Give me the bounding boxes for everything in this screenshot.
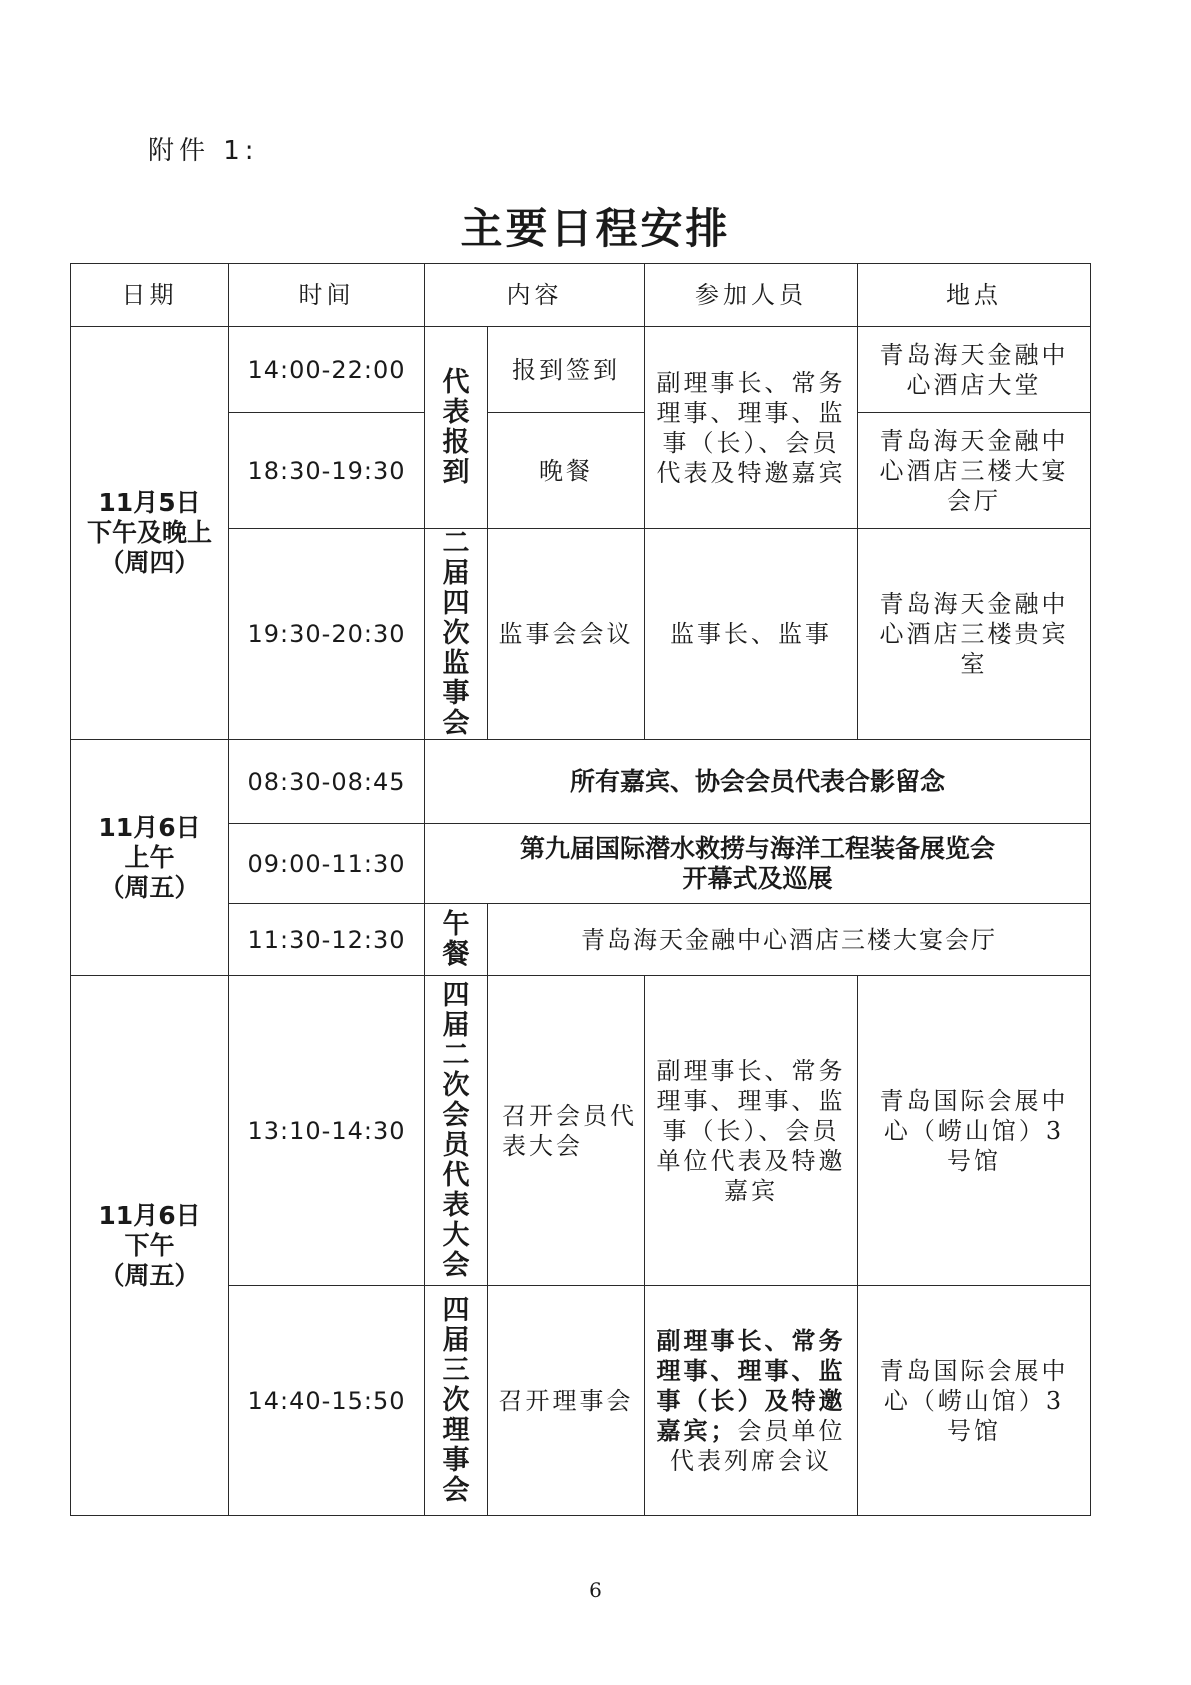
time-cell: 13:10-14:30: [229, 976, 425, 1286]
time-cell: 11:30-12:30: [229, 904, 425, 976]
header-participants: 参加人员: [645, 264, 858, 327]
event-cell: 第九届国际潜水救捞与海洋工程装备展览会 开幕式及巡展: [425, 824, 1091, 904]
content-cell: 召开会员代表大会: [488, 976, 645, 1286]
header-content: 内容: [425, 264, 645, 327]
time-cell: 19:30-20:30: [229, 529, 425, 740]
attachment-label: 附件 1:: [148, 136, 259, 166]
time-cell: 14:00-22:00: [229, 327, 425, 413]
location-cell: 青岛海天金融中心酒店大堂: [858, 327, 1091, 413]
date-cell-nov5: 11月5日 下午及晚上 （周四）: [71, 327, 229, 740]
participants-cell: 副理事长、常务理事、理事、监事（长）、会员单位代表及特邀嘉宾: [645, 976, 858, 1286]
group-cell-supervisory: 二届四次监事会: [425, 529, 488, 740]
table-row: [71, 327, 1091, 413]
time-cell: 09:00-11:30: [229, 824, 425, 904]
group-cell-council: 四届三次理事会: [425, 1286, 488, 1516]
time-cell: 08:30-08:45: [229, 740, 425, 824]
location-cell: 青岛海天金融中心酒店三楼大宴会厅: [858, 413, 1091, 529]
location-cell: 青岛国际会展中心（崂山馆）3号馆: [858, 976, 1091, 1286]
page-title: 主要日程安排: [460, 204, 731, 253]
participants-bold: 副理事长、常务理事、理事、监事（长）及特邀嘉宾；: [656, 1326, 846, 1445]
participants-cell: 监事长、监事: [645, 529, 858, 740]
header-row: [71, 264, 1091, 327]
group-cell-registration: 代表报到: [425, 327, 488, 529]
participants-cell: [645, 1286, 858, 1516]
header-date: 日期: [71, 264, 229, 327]
location-cell: 青岛国际会展中心（崂山馆）3号馆: [858, 1286, 1091, 1516]
location-cell: 青岛海天金融中心酒店三楼贵宾室: [858, 529, 1091, 740]
event-cell: 所有嘉宾、协会会员代表合影留念: [425, 740, 1091, 824]
content-cell: 晚餐: [488, 413, 645, 529]
content-cell: 报到签到: [488, 327, 645, 413]
content-cell: 召开理事会: [488, 1286, 645, 1516]
header-location: 地点: [858, 264, 1091, 327]
group-cell-lunch: 午餐: [425, 904, 488, 976]
time-cell: 18:30-19:30: [229, 413, 425, 529]
participants-normal: 会员单位代表列席会议: [670, 1416, 846, 1475]
table-row: [71, 740, 1091, 824]
event-cell: 青岛海天金融中心酒店三楼大宴会厅: [488, 904, 1091, 976]
participants-cell: 副理事长、常务理事、理事、监事（长）、会员代表及特邀嘉宾: [645, 327, 858, 529]
table-row: [71, 976, 1091, 1286]
page-number: 6: [589, 1578, 602, 1602]
content-cell: 监事会会议: [488, 529, 645, 740]
time-cell: 14:40-15:50: [229, 1286, 425, 1516]
date-cell-nov6-pm: 11月6日 下午 （周五）: [71, 976, 229, 1516]
date-cell-nov6-am: 11月6日 上午 （周五）: [71, 740, 229, 976]
schedule-table: [70, 263, 1091, 1516]
header-time: 时间: [229, 264, 425, 327]
group-cell-member-congress: 四届二次会员代表大会: [425, 976, 488, 1286]
